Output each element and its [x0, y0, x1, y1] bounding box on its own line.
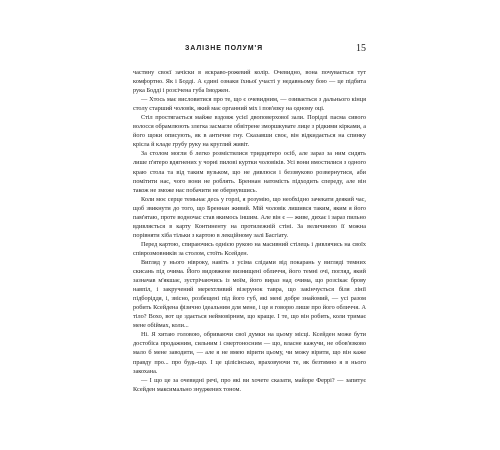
- page-number: 15: [356, 43, 366, 54]
- running-title: ЗАЛІЗНЕ ПОЛУМ'Я: [185, 45, 264, 52]
- paragraph: Вигляд у нього нівроку, навіть з усіма слідами від покарань у вигляді темних скисань під очима. Його видовжене визнищені обличчя, його темні очі, погляд, який зазначав м'якшає, зустрічаючись із моїм, його вираз над очима, що розсікає брову навпіл, і закручений мерехтливий візерунок тавра, що закінчується біля лінії підборіддя, і, звісно, розбещені під його губ, які мені добре знайомий, — усі разом робить Ксейдена фізично ідеальним для мене, і це я говорю лише про його обличчя. А тіло? Вохо, вот це здається неймовірним, що краще. І те, що він робить, коли тримає мене обіймах, коли...: [133, 258, 366, 330]
- paragraph: — І що це за очевидні речі, про які ви хочете сказати, майоре Феррі? — запитує Ксейден максимально знуджених тоном.: [133, 376, 366, 393]
- paragraph: Стіл простягається майже вздовж усієї двоповерхової зали. Порідлі пасма сивого волосся обрамлюють злегка засмагле обвітрене зморшкувате лице з рідкими кірками, а його щоки описують, як в античне гну. Сказавши своє, він відкидається на спинку крісла й кладе грубу руку на круглий живіт.: [133, 114, 366, 149]
- paragraph: За столом могли б легко розмістилися тридцятеро осіб, але зараз за ним сидять лише п'ятеро вдягнених у чорні пилові куртки чоловіків. Усі вони вмостилися з одного краю стола та від таким вузьком, що не дивлюся і беззвуково розвернутися, аби помітити нас, чого вони не роблять. Бреннан натомість підходить спереду, але він також не зможе нас побачити не обернувшись.: [133, 150, 366, 194]
- paragraph: — Хтось має висловитися про те, що є очевидним, — озивається з дальнього кінця столу старший чоловік, який має органний міх і пов'язку на одному оці.: [133, 96, 366, 113]
- page-header: [133, 45, 366, 57]
- paragraph: Перед картою, спираючись однією рукою на масивний стілець і дивлячись на своїх співрозмовників за столом, стоїть Ксейден.: [133, 240, 366, 257]
- paragraph: Коли моє серце темьнає десь у горлі, я розумію, що необхідно зачекати деякий час, щоб звикнути до того, що Бреннан живий. Мій чоловік лишився таким, яким я його пам'ятаю, проте водночас став якимось іншим. Але він є — живе, дихає і зараз пильно вдивляється в карту Континенту на протилежній стіні. За величиною її можна порівняти хіба тільки з картою в лекційному залі Басгіату.: [133, 195, 366, 239]
- paragraph: частину своєї зачіски в яскраво-рожевий колір. Очевидно, вона почувається тут комфортно. Як і Бодді. А єдині ознаки їхньої участі у недавньому бою — це підбита рука Бодді і розсічена губа Імоджен.: [133, 69, 366, 95]
- paragraph: Ні. Я хитаю головою, обриваючи свої думки на цьому місці. Ксейден може бути достобіса продажним, сильним і смертоносним — що, власне кажучи, не обов'язково мало б мене заводити, — але я не вмею вірити цьому, чи можу вірити, що він каже правду про... про будь-що. І це цілісінсько, враховуючи те, як безтямно я в нього закохана.: [133, 331, 366, 375]
- body-text: [133, 68, 366, 394]
